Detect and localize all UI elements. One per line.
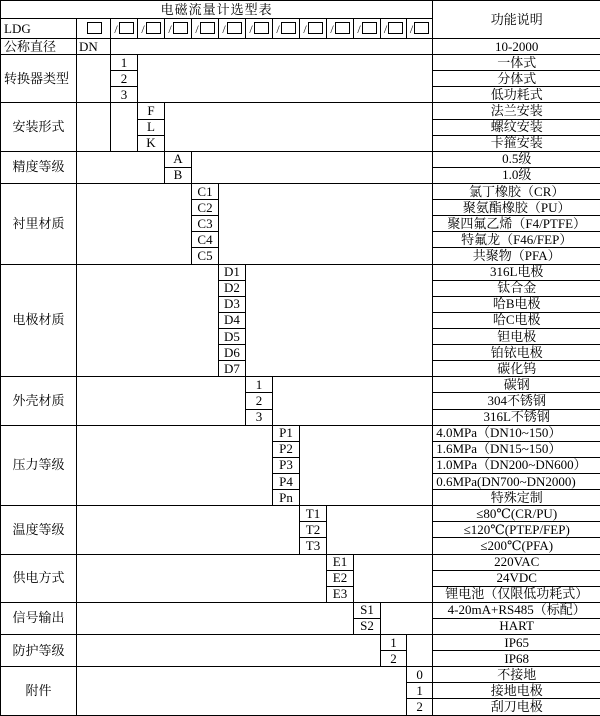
code-cell: 1 [381, 635, 407, 651]
code-cell: P1 [273, 425, 300, 441]
model-code-slot-cell [407, 19, 433, 39]
desc-cell: 法兰安装 [433, 103, 600, 119]
slash: / [303, 21, 307, 36]
group-label-housing: 外壳材质 [1, 377, 77, 425]
model-prefix: LDG [1, 19, 77, 39]
code-box-icon [254, 22, 269, 34]
code-cell: P3 [273, 457, 300, 473]
model-code-box-cell [77, 19, 111, 39]
code-cell: B [165, 167, 192, 183]
spacer-cell [246, 264, 433, 377]
code-cell: E3 [327, 586, 354, 602]
table-row [1, 667, 600, 683]
model-code-slot-cell [219, 19, 246, 39]
slash: / [168, 21, 172, 36]
spacer-cell [165, 103, 433, 151]
code-cell: D1 [219, 264, 246, 280]
desc-cell: 10-2000 [433, 39, 600, 55]
table-row [1, 377, 600, 393]
spacer-cell [77, 635, 381, 667]
slash: / [141, 21, 145, 36]
model-code-slot-cell [381, 19, 407, 39]
desc-cell: 220VAC [433, 554, 600, 570]
code-cell: D7 [219, 361, 246, 377]
code-cell: C2 [192, 200, 219, 216]
spacer-cell [219, 183, 433, 264]
code-cell: 3 [246, 409, 273, 425]
desc-cell: 钽电极 [433, 328, 600, 344]
slash: / [249, 21, 253, 36]
table-row [1, 151, 600, 167]
code-cell: C5 [192, 248, 219, 264]
code-box-icon [362, 22, 377, 34]
code-box-icon [414, 22, 429, 34]
desc-cell: 一体式 [433, 55, 600, 71]
desc-cell: 1.0级 [433, 167, 600, 183]
spacer-cell [77, 264, 219, 377]
desc-cell: 聚氨酯橡胶（PU） [433, 200, 600, 216]
slash: / [330, 21, 334, 36]
code-box-icon [200, 22, 215, 34]
spacer-cell [77, 554, 327, 602]
desc-cell: 316L电极 [433, 264, 600, 280]
model-code-slot-cell [138, 19, 165, 39]
desc-cell: 接地电极 [433, 683, 600, 699]
table-row [1, 635, 600, 651]
code-cell: D4 [219, 312, 246, 328]
table-row [1, 506, 600, 522]
desc-cell: IP65 [433, 635, 600, 651]
code-cell: D6 [219, 345, 246, 361]
code-box-icon [227, 22, 242, 34]
code-cell: 1 [246, 377, 273, 393]
model-code-slot-cell [165, 19, 192, 39]
model-code-slot-cell [327, 19, 354, 39]
group-label-temperature: 温度等级 [1, 506, 77, 554]
slash: / [222, 21, 226, 36]
spacer-cell [77, 103, 111, 151]
spacer-cell [77, 506, 300, 554]
desc-cell: 1.0MPa（DN200~DN600） [433, 457, 600, 473]
desc-cell: 刮刀电极 [433, 699, 600, 716]
desc-cell: 特殊定制 [433, 490, 600, 506]
code-cell: T1 [300, 506, 327, 522]
code-cell: 2 [381, 651, 407, 667]
group-label-lining: 衬里材质 [1, 183, 77, 264]
code-cell: A [165, 151, 192, 167]
desc-cell: 0.6MPa(DN700~DN2000) [433, 473, 600, 489]
group-label-accuracy: 精度等级 [1, 151, 77, 183]
table-row [1, 554, 600, 570]
code-cell: C1 [192, 183, 219, 199]
function-column-header: 功能说明 [433, 1, 600, 39]
code-cell: F [138, 103, 165, 119]
code-cell: 1 [407, 683, 433, 699]
spacer-cell [111, 103, 138, 151]
desc-cell: 铂铱电极 [433, 345, 600, 361]
group-label-power-supply: 供电方式 [1, 554, 77, 602]
slash: / [357, 21, 361, 36]
code-box-icon [308, 22, 323, 34]
code-cell: T3 [300, 538, 327, 554]
code-cell: D3 [219, 296, 246, 312]
code-cell: D5 [219, 328, 246, 344]
title-row [1, 1, 600, 19]
desc-cell: 特氟龙（F46/FEP） [433, 232, 600, 248]
group-label-pressure: 压力等级 [1, 425, 77, 506]
code-box-icon [119, 22, 134, 34]
desc-cell: 分体式 [433, 71, 600, 87]
spacer-cell [300, 425, 433, 506]
code-cell: 2 [407, 699, 433, 716]
desc-cell: ≤120℃(PTEP/FEP) [433, 522, 600, 538]
desc-cell: 聚四氟乙烯（F4/PTFE） [433, 216, 600, 232]
desc-cell: 钛合金 [433, 280, 600, 296]
code-cell: 3 [111, 87, 138, 103]
model-code-slot-cell [246, 19, 273, 39]
code-cell: 1 [111, 55, 138, 71]
table-row [1, 39, 600, 55]
desc-cell: 共聚物（PFA） [433, 248, 600, 264]
code-cell: T2 [300, 522, 327, 538]
code-cell: P4 [273, 473, 300, 489]
desc-cell: 碳化钨 [433, 361, 600, 377]
model-code-slot-cell [111, 19, 138, 39]
desc-cell: HART [433, 618, 600, 634]
table-row [1, 103, 600, 119]
group-label-accessories: 附件 [1, 667, 77, 716]
desc-cell: 316L不锈钢 [433, 409, 600, 425]
desc-cell: 24VDC [433, 570, 600, 586]
code-cell: S2 [354, 618, 381, 634]
group-label-installation: 安装形式 [1, 103, 77, 151]
code-cell: E1 [327, 554, 354, 570]
group-label-nominal-diameter: 公称直径 [1, 39, 77, 55]
spacer-cell [354, 554, 433, 602]
table-row [1, 55, 600, 71]
desc-cell: 304不锈钢 [433, 393, 600, 409]
desc-cell: 4-20mA+RS485（标配） [433, 602, 600, 618]
spacer-cell [407, 635, 433, 667]
spacer-cell [77, 151, 165, 183]
code-cell: K [138, 135, 165, 151]
code-cell: P2 [273, 441, 300, 457]
spacer-cell [77, 55, 111, 103]
slash: / [409, 21, 414, 36]
table-row [1, 602, 600, 618]
model-code-slot-cell [354, 19, 381, 39]
desc-cell: 1.6MPa（DN15~150） [433, 441, 600, 457]
slash: / [276, 21, 280, 36]
spacer-cell [273, 377, 433, 425]
spacer-cell [77, 667, 407, 716]
table-row [1, 264, 600, 280]
desc-cell: ≤80℃(CR/PU) [433, 506, 600, 522]
spacer-cell [192, 151, 433, 183]
page-title: 电磁流量计选型表 [1, 1, 433, 19]
code-cell: Pn [273, 490, 300, 506]
code-cell: DN [77, 39, 111, 55]
spacer-cell [77, 425, 273, 506]
desc-cell: 卡箍安装 [433, 135, 600, 151]
group-label-signal-output: 信号输出 [1, 602, 77, 634]
spacer-cell [138, 55, 433, 103]
desc-cell: 4.0MPa（DN10~150） [433, 425, 600, 441]
spacer-cell [327, 506, 433, 554]
spacer-cell [77, 183, 192, 264]
desc-cell: 低功耗式 [433, 87, 600, 103]
code-cell: 0 [407, 667, 433, 683]
model-code-slot-cell [192, 19, 219, 39]
spacer-cell [77, 377, 246, 425]
code-box-icon [335, 22, 350, 34]
spacer-cell [111, 39, 433, 55]
code-box-icon [173, 22, 188, 34]
table-row [1, 183, 600, 199]
code-cell: 2 [111, 71, 138, 87]
code-cell: E2 [327, 570, 354, 586]
code-cell: C3 [192, 216, 219, 232]
slash: / [114, 21, 118, 36]
code-box-icon [146, 22, 161, 34]
group-label-protection: 防护等级 [1, 635, 77, 667]
code-cell: S1 [354, 602, 381, 618]
desc-cell: IP68 [433, 651, 600, 667]
desc-cell: 氯丁橡胶（CR） [433, 183, 600, 199]
slash: / [383, 21, 388, 36]
code-cell: 2 [246, 393, 273, 409]
code-cell: D2 [219, 280, 246, 296]
table-row [1, 425, 600, 441]
desc-cell: ≤200℃(PFA) [433, 538, 600, 554]
code-box-icon [87, 22, 102, 34]
group-label-converter-type: 转换器类型 [1, 55, 77, 103]
model-code-slot-cell [273, 19, 300, 39]
code-cell: C4 [192, 232, 219, 248]
group-label-electrode: 电极材质 [1, 264, 77, 377]
model-code-slot-cell [300, 19, 327, 39]
desc-cell: 不接地 [433, 667, 600, 683]
desc-cell: 哈B电极 [433, 296, 600, 312]
desc-cell: 哈C电极 [433, 312, 600, 328]
spacer-cell [77, 602, 354, 634]
desc-cell: 0.5级 [433, 151, 600, 167]
code-cell: L [138, 119, 165, 135]
slash: / [195, 21, 199, 36]
code-box-icon [388, 22, 403, 34]
spacer-cell [381, 602, 433, 634]
desc-cell: 螺纹安装 [433, 119, 600, 135]
desc-cell: 锂电池（仅限低功耗式） [433, 586, 600, 602]
desc-cell: 碳钢 [433, 377, 600, 393]
code-box-icon [281, 22, 296, 34]
